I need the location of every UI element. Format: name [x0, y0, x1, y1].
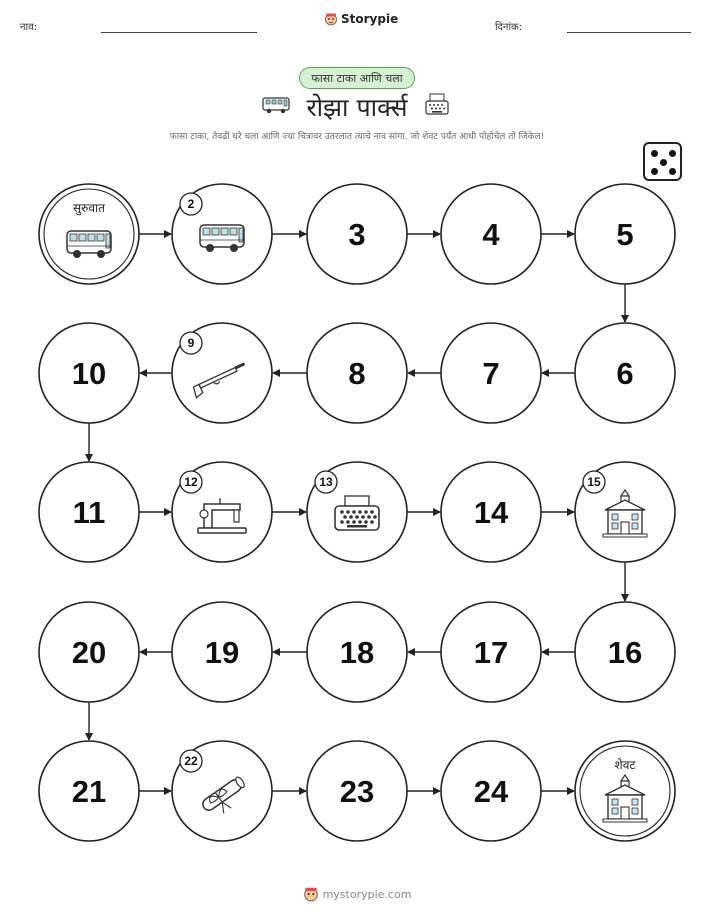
board-cell-14[interactable]	[441, 462, 541, 562]
cell-number: 8	[348, 356, 366, 391]
cell-number: 18	[339, 635, 375, 670]
board-cell-17[interactable]	[441, 602, 541, 702]
cell-number: 7	[482, 356, 500, 391]
cell-number: 3	[348, 217, 366, 252]
cell-number: 19	[204, 635, 240, 670]
board-cell-20[interactable]	[39, 602, 139, 702]
cell-number: 24	[473, 774, 509, 809]
board-cell-15[interactable]	[575, 462, 675, 562]
end-label: शेवट	[614, 758, 636, 772]
board-cell-9[interactable]	[172, 323, 272, 423]
board-cell-6[interactable]	[575, 323, 675, 423]
cell-number: 5	[616, 217, 634, 252]
cell-number-badge: 13	[319, 475, 333, 489]
instructions: फासा टाका, तेवढी घरे चला आणि ज्या चित्रावर उतरलात त्याचे नाव सांगा. जो शेवट पर्यंत आधी पोहोचेल तो जिंकेल!	[169, 132, 545, 142]
cell-number: 21	[71, 774, 107, 809]
board-cell-19[interactable]	[172, 602, 272, 702]
board-cell-8[interactable]	[307, 323, 407, 423]
cell-number: 23	[339, 774, 375, 809]
board-cell-7[interactable]	[441, 323, 541, 423]
board-cell-16[interactable]	[575, 602, 675, 702]
cell-number-badge: 22	[184, 754, 198, 768]
footer-url[interactable]: mystorypie.com	[322, 887, 412, 901]
cell-number-badge: 2	[187, 197, 195, 211]
brand-name: Storypie	[341, 12, 399, 26]
page-title: रोझा पार्क्स	[306, 93, 408, 122]
footer	[0, 886, 714, 902]
board-cell-13[interactable]	[307, 462, 407, 562]
board-cell-12[interactable]	[172, 462, 272, 562]
date-label: दिनांक:	[495, 22, 523, 33]
cell-number-badge: 9	[187, 336, 195, 350]
board-cell-24[interactable]	[441, 741, 541, 841]
cell-number: 16	[607, 635, 643, 670]
cell-number: 11	[72, 495, 106, 530]
cell-number: 6	[616, 356, 634, 391]
board-cell-21[interactable]	[39, 741, 139, 841]
cell-number-badge: 12	[184, 475, 198, 489]
mascot-icon	[303, 886, 319, 902]
cell-number: 20	[71, 635, 107, 670]
board-cell-3[interactable]	[307, 184, 407, 284]
board-cell-22[interactable]	[172, 741, 272, 841]
cell-number: 4	[482, 217, 500, 252]
cell-number: 17	[473, 635, 509, 670]
cell-number: 14	[473, 495, 509, 530]
cell-number-badge: 15	[587, 475, 601, 489]
board-cell-10[interactable]	[39, 323, 139, 423]
start-label: सुरुवात	[73, 201, 105, 215]
board-cell-25[interactable]	[575, 741, 675, 841]
board-cell-23[interactable]	[307, 741, 407, 841]
board-cell-2[interactable]	[172, 184, 272, 284]
board-cell-4[interactable]	[441, 184, 541, 284]
board-cell-5[interactable]	[575, 184, 675, 284]
board-cell-18[interactable]	[307, 602, 407, 702]
game-type-badge: फासा टाका आणि चला	[299, 67, 415, 89]
cell-number: 10	[71, 356, 107, 391]
board-cell-11[interactable]	[39, 462, 139, 562]
board-cell-1[interactable]	[39, 184, 139, 284]
name-label: नाव:	[20, 22, 38, 33]
